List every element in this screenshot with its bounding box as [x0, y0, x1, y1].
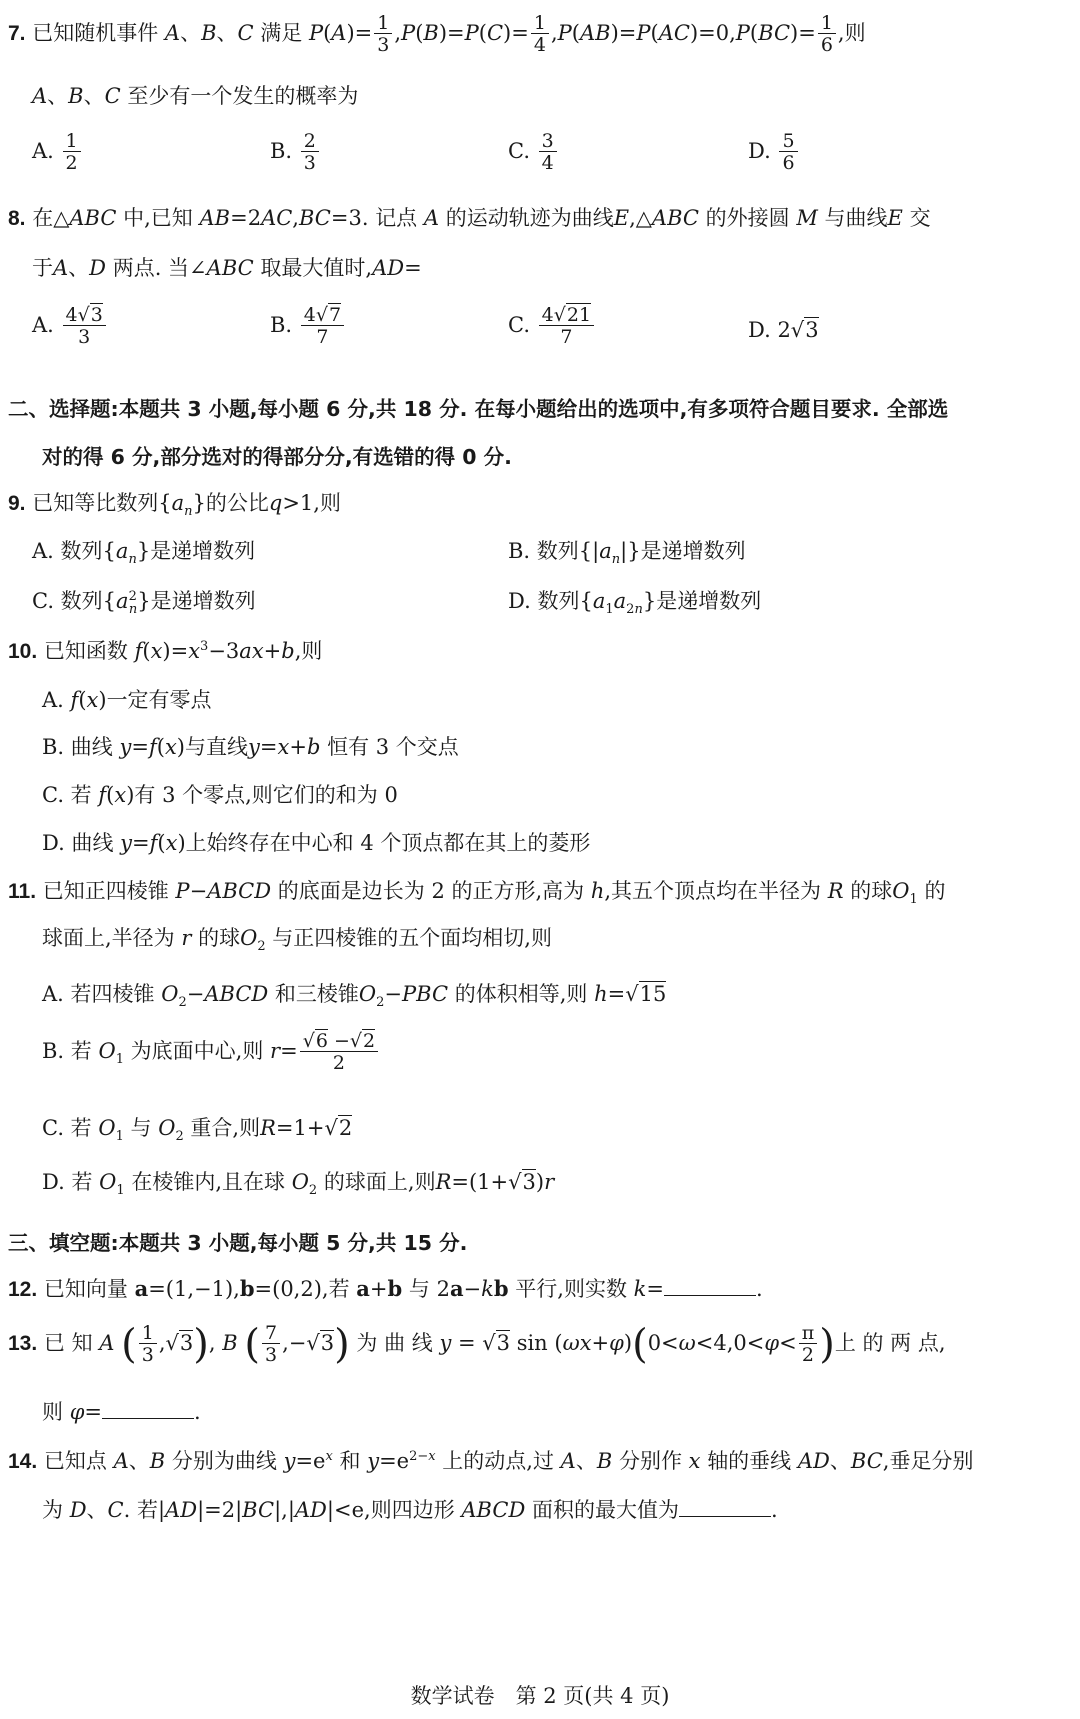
q11-line1: 11. 已知正四棱锥 P−ABCD 的底面是边长为 2 的正方形,高为 h,其五个顶点均在半径为 R 的球$O_1$ 的	[8, 879, 946, 908]
q9-option-d: D. 数列$\{a_1a_{2n}\}$是递增数列	[508, 589, 762, 618]
answer-blank[interactable]	[102, 1400, 194, 1419]
question-number: 8.	[8, 207, 26, 230]
q8-option-c: C. $\frac{4√21}{7}$	[508, 306, 596, 347]
q9-line1: 9. 已知等比数列$\{a_n\}$的公比q>1,则	[8, 491, 341, 520]
question-number: 7.	[8, 22, 26, 45]
question-number: 12.	[8, 1278, 38, 1301]
question-number: 13.	[8, 1332, 38, 1355]
q9-option-a: A. 数列$\{a_n\}$是递增数列	[32, 539, 256, 568]
q8-option-d: D. 2√3	[748, 318, 819, 342]
section-2-heading: 二、选择题:本题共 3 小题,每小题 6 分,共 18 分. 在每小题给出的选项中,有多项符合题目要求. 全部选	[8, 397, 949, 421]
q13-line2: 则 φ= .	[42, 1400, 201, 1424]
q7-text: 已知随机事件	[32, 21, 159, 45]
question-number: 14.	[8, 1450, 38, 1473]
section-3-heading: 三、填空题:本题共 3 小题,每小题 5 分,共 15 分.	[8, 1231, 468, 1255]
page-footer: 数学试卷 第 2 页(共 4 页)	[410, 1684, 670, 1708]
q8-line1: 8. 在△ABC 中,已知 AB=2AC,BC=3. 记点 A 的运动轨迹为曲线E,△ABC 的外接圆 M 与曲线E 交	[8, 206, 931, 230]
q7-line1: 7. 已知随机事件 A、B、C 满足 P(A)= $\frac{1}{3}$ ,P(B)=P(C)= $\frac{1}{4}$ ,P(AB)=P(AC)=0,P(BC)= $\frac{1}{6}$ ,则	[8, 12, 866, 56]
q7-option-c: C. $\frac{3}{4}$	[508, 132, 559, 173]
question-number: 11.	[8, 880, 37, 903]
q7-option-a: A. $\frac{1}{2}$	[32, 132, 83, 173]
q14-line1: 14. 已知点 A、B 分别为曲线 $y=e^x$ 和 $y=e^{2-x}$ 上的动点,过 A、B 分别作 x 轴的垂线 AD、BC,垂足分别	[8, 1449, 974, 1473]
question-number: 9.	[8, 492, 26, 515]
answer-blank[interactable]	[679, 1498, 771, 1517]
section-2-heading-cont: 对的得 6 分,部分选对的得部分分,有选错的得 0 分.	[42, 445, 512, 469]
q11-option-d: D. 若 $O_1$ 在棱锥内,且在球 $O_2$ 的球面上,则R=(1+√3)r	[42, 1170, 555, 1199]
q10-option-a: A. f(x)一定有零点	[42, 688, 212, 712]
q13-line1: 13. 已 知 A ( $\frac{1}{3}$ ,√3), B ( $\frac{7}{3}$ ,−√3) 为 曲 线 y = √3 sin (ωx+φ)(0<ω<4,0<φ< $\frac{\pi}{2}$ )上 的 两 点,	[8, 1321, 946, 1368]
q12-line1: 12. 已知向量 a=(1,−1),b=(0,2),若 a+b 与 2a−kb 平行,则实数 k= .	[8, 1276, 763, 1301]
q7-line2: A、B、C 至少有一个发生的概率为	[32, 84, 359, 108]
q14-line2: 为 D、C. 若|AD|=2|BC|,|AD|<e,则四边形 ABCD 面积的最大值为 .	[42, 1498, 778, 1522]
q8-option-a: A. $\frac{4√3}{3}$	[32, 306, 108, 347]
q11-option-a: A. 若四棱锥 $O_2-ABCD$ 和三棱锥$O_2-PBC$ 的体积相等,则 h=√15	[42, 982, 667, 1011]
q9-option-b: B. 数列$\{|a_n|\}$是递增数列	[508, 539, 746, 568]
q11-line2: 球面上,半径为 r 的球$O_2$ 与正四棱锥的五个面均相切,则	[42, 926, 552, 955]
q8-line2: 于A、D 两点. 当∠ABC 取最大值时,AD=	[32, 256, 422, 280]
q8-option-b: B. $\frac{4√7}{7}$	[270, 306, 346, 347]
question-number: 10.	[8, 640, 38, 663]
q7-option-b: B. $\frac{2}{3}$	[270, 132, 321, 173]
q10-option-d: D. 曲线 y=f(x)上始终存在中心和 4 个顶点都在其上的菱形	[42, 831, 591, 855]
answer-blank[interactable]	[664, 1277, 756, 1296]
q7-option-d: D. $\frac{5}{6}$	[748, 132, 800, 173]
q9-option-c: C. 数列$\{a^2_n\}$是递增数列	[32, 589, 256, 618]
q10-option-b: B. 曲线 y=f(x)与直线y=x+b 恒有 3 个交点	[42, 735, 459, 759]
q11-option-c: C. 若 $O_1$ 与 $O_2$ 重合,则R=1+√2	[42, 1116, 353, 1145]
q10-option-c: C. 若 f(x)有 3 个零点,则它们的和为 0	[42, 783, 398, 807]
q10-line1: 10. 已知函数 $f(x)=x^3-3ax+b$,则	[8, 639, 323, 663]
q11-option-b: B. 若 $O_1$ 为底面中心,则 r= $\frac{√6 -√2}{2}$	[42, 1032, 380, 1073]
